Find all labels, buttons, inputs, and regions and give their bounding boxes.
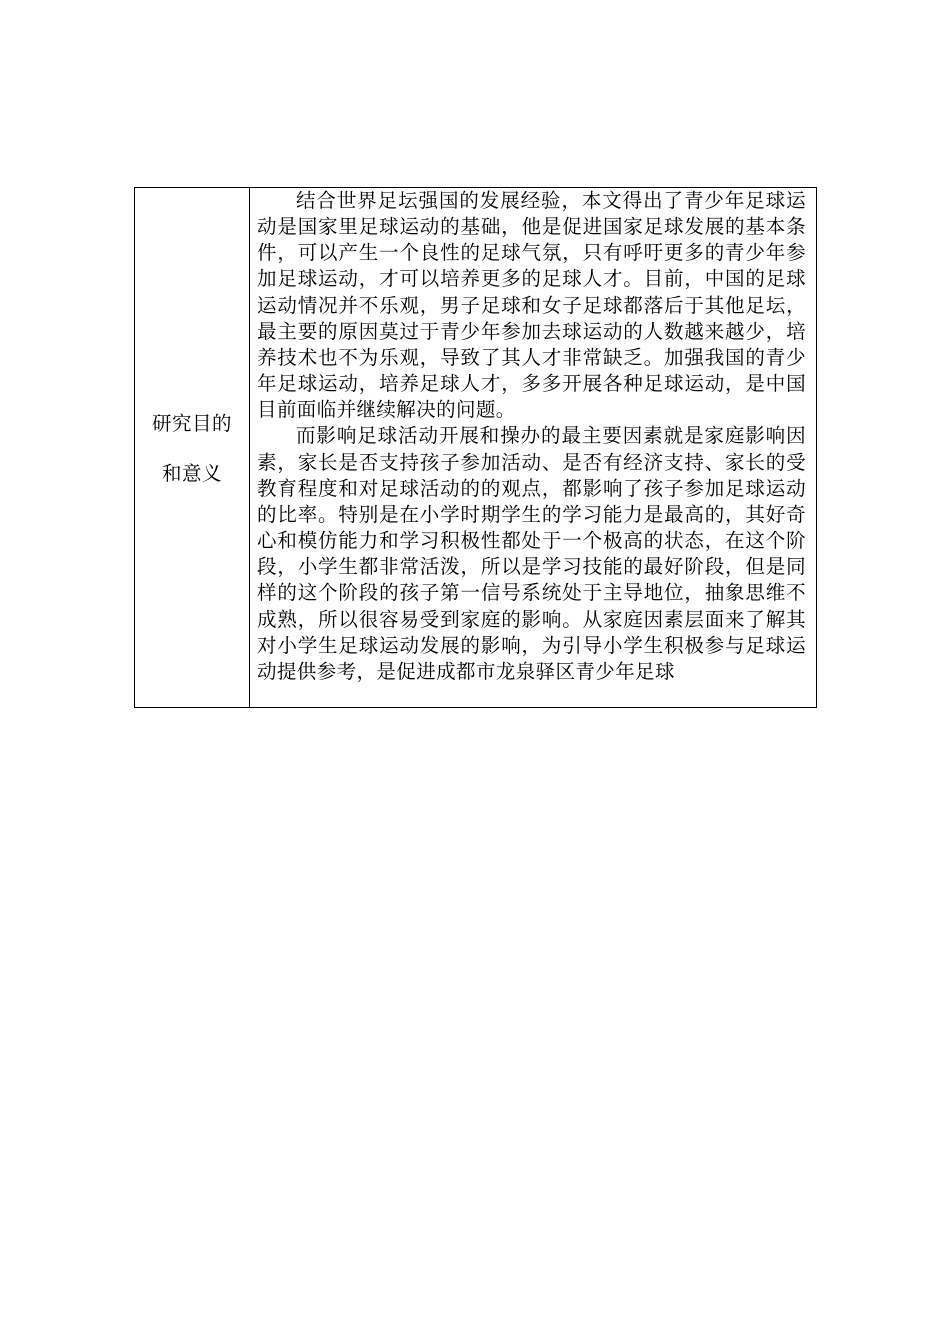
- row-label-line-2: 和意义: [161, 461, 222, 485]
- paragraph-2: 而影响足球活动开展和操办的最主要因素就是家庭影响因素，家长是否支持孩子参加活动、是否有经济支持、家长的受教育程度和对足球活动的的观点，都影响了孩子参加足球运动的比率。特别是在小学时期学生的学习能力是最高的，其好奇心和模仿能力和学习积极性都处于一个极高的状态，在这个阶段，小学生都非常活泼，所以是学习技能的最好阶段，但是同样的这个阶段的孩子第一信号系统处于主导地位，抽象思维不成熟，所以很容易受到家庭的影响。从家庭因素层面来了解其对小学生足球运动发展的影响，为引导小学生积极参与足球运动提供参考，是促进成都市龙泉驿区青少年足球: [257, 424, 806, 683]
- content-cell: [250, 188, 816, 707]
- row-label-cell: [135, 188, 250, 707]
- research-purpose-table: [134, 187, 817, 708]
- row-label-line-1: 研究目的: [151, 411, 232, 435]
- paragraph-1: 结合世界足坛强国的发展经验，本文得出了青少年足球运动是国家里足球运动的基础，他是促进国家足球发展的基本条件，可以产生一个良性的足球气氛，只有呼吁更多的青少年参加足球运动，才可以培养更多的足球人才。目前，中国的足球运动情况并不乐观，男子足球和女子足球都落后于其他足坛，最主要的原因莫过于青少年参加去球运动的人数越来越少，培养技术也不为乐观，导致了其人才非常缺乏。加强我国的青少年足球运动，培养足球人才，多多开展各种足球运动，是中国目前面临并继续解决的问题。: [257, 189, 806, 422]
